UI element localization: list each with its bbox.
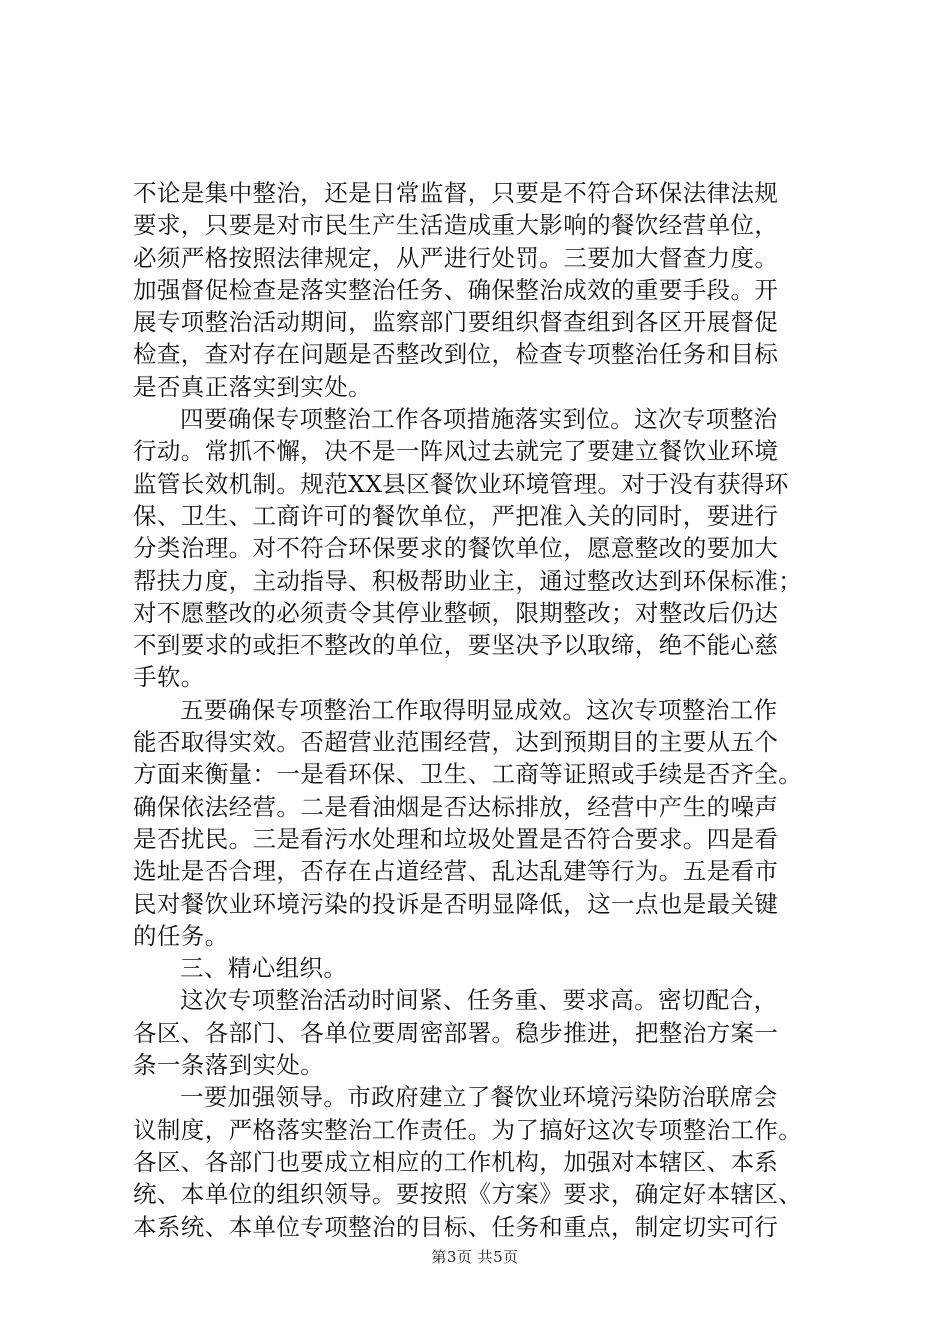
text-line: 保、卫生、工商许可的餐饮单位，严把准入关的同时，要进行 <box>133 501 779 530</box>
text-line: 一要加强领导。市政府建立了餐饮业环境污染防治联席会 <box>180 1083 778 1112</box>
text-line: 检查，查对存在问题是否整改到位，检查专项整治任务和目标 <box>133 340 779 369</box>
text-line: 确保依法经营。二是看油烟是否达标排放，经营中产生的噪声 <box>133 792 779 821</box>
text-line: 是否真正落实到实处。 <box>133 372 372 401</box>
text-line: 帮扶力度，主动指导、积极帮助业主，通过整改达到环保标准； <box>133 566 803 595</box>
text-line: 手软。 <box>133 663 205 692</box>
text-line: 议制度，严格落实整治工作责任。为了搞好这次专项整治工作。 <box>133 1115 803 1144</box>
text-line: 行动。常抓不懈，决不是一阵风过去就完了要建立餐饮业环境 <box>133 437 779 466</box>
text-line: 分类治理。对不符合环保要求的餐饮单位，愿意整改的要加大 <box>133 534 779 563</box>
text-line: 各区、各部门、各单位要周密部署。稳步推进，把整治方案一 <box>133 1018 779 1047</box>
text-line: 必须严格按照法律规定，从严进行处罚。三要加大督查力度。 <box>133 243 779 272</box>
text-line: 要求，只要是对市民生产生活造成重大影响的餐饮经营单位， <box>133 211 779 240</box>
text-line: 选址是否合理，否存在占道经营、乱达乱建等行为。五是看市 <box>133 857 779 886</box>
text-line: 方面来衡量：一是看环保、卫生、工商等证照或手续是否齐全。 <box>133 760 803 789</box>
text-line: 统、本单位的组织领导。要按照《方案》要求，确定好本辖区、 <box>133 1180 803 1209</box>
text-line: 加强督促检查是落实整治任务、确保整治成效的重要手段。开 <box>133 275 779 304</box>
text-line: 五要确保专项整治工作取得明显成效。这次专项整治工作 <box>180 695 778 724</box>
text-line: 本系统、本单位专项整治的目标、任务和重点，制定切实可行 <box>133 1212 779 1241</box>
page-footer: 第3页 共5页 <box>431 1248 519 1266</box>
text-line: 不论是集中整治，还是日常监督，只要是不符合环保法律法规 <box>133 179 779 207</box>
text-line: 四要确保专项整治工作各项措施落实到位。这次专项整治 <box>180 405 778 434</box>
text-line: 展专项整治活动期间，监察部门要组织督查组到各区开展督促 <box>133 308 779 337</box>
text-line: 对不愿整改的必须责令其停业整顿，限期整改；对整改后仍达 <box>133 598 779 627</box>
text-line: 不到要求的或拒不整改的单位，要坚决予以取缔，绝不能心慈 <box>133 631 779 660</box>
text-line: 三、精心组织。 <box>180 954 348 983</box>
text-line: 各区、各部门也要成立相应的工作机构，加强对本辖区、本系 <box>133 1147 779 1176</box>
text-line: 这次专项整治活动时间紧、任务重、要求高。密切配合， <box>180 986 778 1015</box>
text-line: 条一条落到实处。 <box>133 1051 325 1080</box>
document-body <box>133 177 833 1243</box>
text-line: 是否扰民。三是看污水处理和垃圾处置是否符合要求。四是看 <box>133 824 779 853</box>
text-line: 能否取得实效。否超营业范围经营，达到预期目的主要从五个 <box>133 728 779 757</box>
text-line: 的任务。 <box>133 921 229 950</box>
text-line: 监管长效机制。规范XX县区餐饮业环境管理。对于没有获得环 <box>133 469 789 498</box>
text-line: 民对餐饮业环境污染的投诉是否明显降低，这一点也是最关键 <box>133 889 779 918</box>
